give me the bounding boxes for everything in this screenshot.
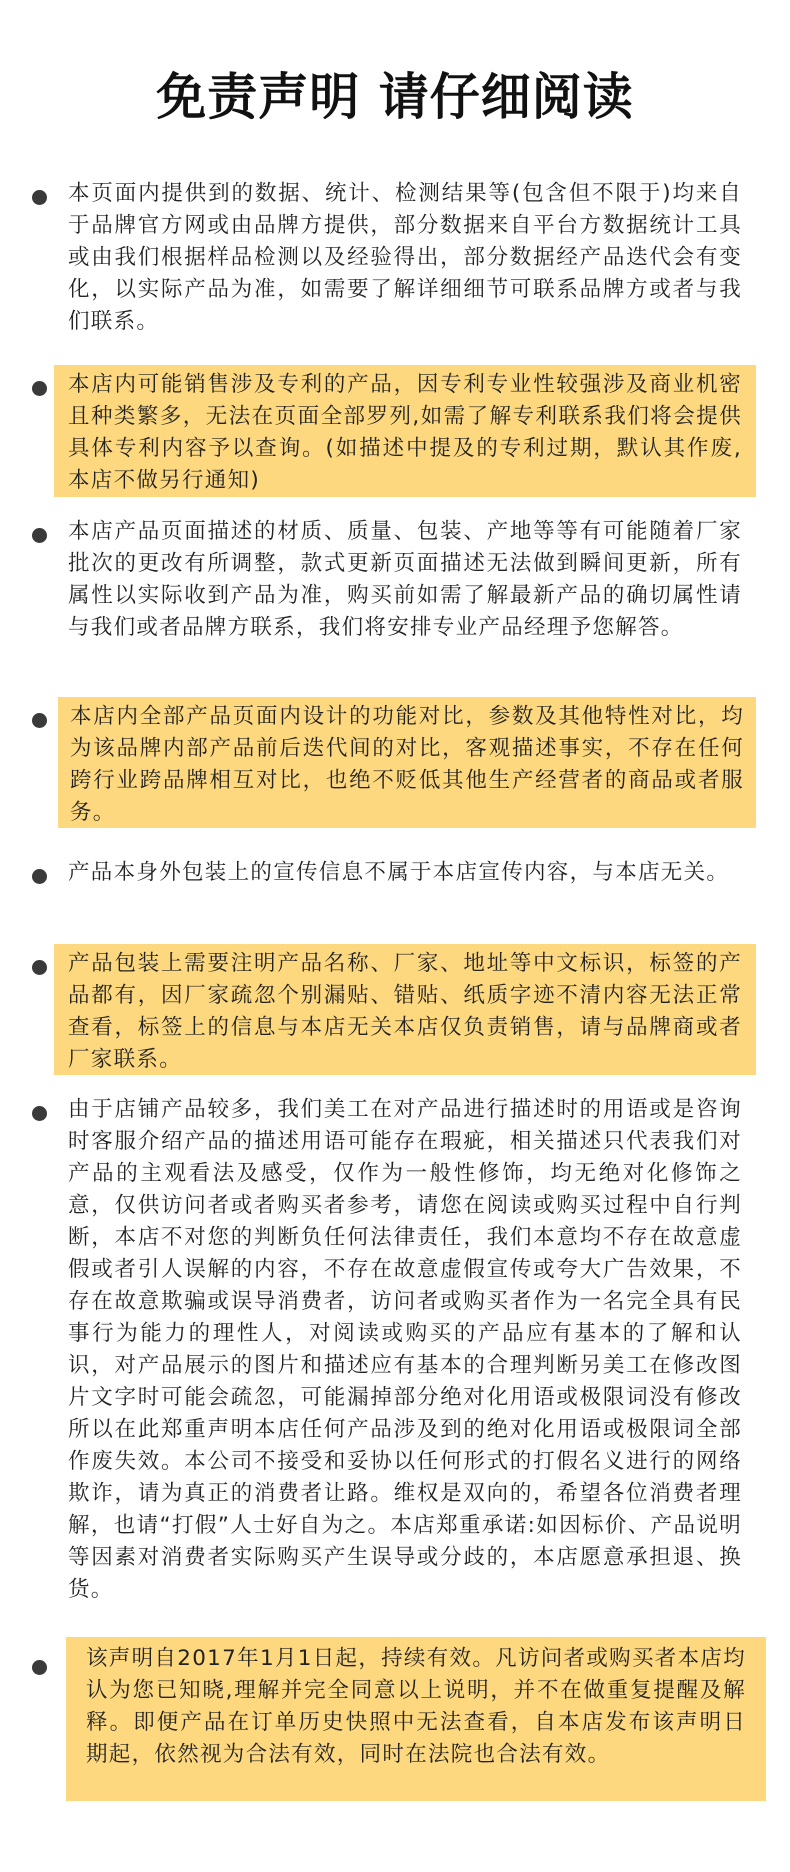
disclaimer-highlight-box	[66, 1637, 766, 1801]
disclaimer-text: 本店内全部产品页面内设计的功能对比，参数及其他特性对比，均为该品牌内部产品前后迭代间的对比，客观描述事实，不存在任何跨行业跨品牌相互对比，也绝不贬低其他生产经营者的商品或者服务。	[70, 704, 744, 825]
bullet-dot-icon	[32, 869, 47, 884]
disclaimer-text: 产品本身外包装上的宣传信息不属于本店宣传内容，与本店无关。	[68, 860, 730, 885]
disclaimer-text: 该声明自2017年1月1日起，持续有效。凡访问者或购买者本店均认为您已知晓,理解并完全同意以上说明，并不在做重复提醒及解释。即便产品在订单历史快照中无法查看，自本店发布该声明日期起，依然视为合法有效，同时在法院也合法有效。	[86, 1646, 746, 1767]
disclaimer-box	[54, 178, 756, 338]
bullet-dot-icon	[32, 381, 47, 396]
disclaimer-box	[54, 1094, 756, 1606]
disclaimer-text: 产品包装上需要注明产品名称、厂家、地址等中文标识，标签的产品都有，因厂家疏忽个别漏贴、错贴、纸质字迹不清内容无法正常查看，标签上的信息与本店无关本店仅负责销售，请与品牌商或者厂家联系。	[68, 951, 742, 1072]
disclaimer-box	[54, 516, 756, 644]
bullet-dot-icon	[32, 190, 47, 205]
disclaimer-text: 本页面内提供到的数据、统计、检测结果等(包含但不限于)均来自于品牌官方网或由品牌方提供，部分数据来自平台方数据统计工具或由我们根据样品检测以及经验得出，部分数据经产品迭代会有变化，以实际产品为准，如需要了解详细细节可联系品牌方或者与我们联系。	[68, 181, 742, 334]
disclaimer-text: 由于店铺产品较多，我们美工在对产品进行描述时的用语或是咨询时客服介绍产品的描述用语可能存在瑕疵，相关描述只代表我们对产品的主观看法及感受，仅作为一般性修饰，均无绝对化修饰之意，仅供访问者或者购买者参考，请您在阅读或购买过程中自行判断，本店不对您的判断负任何法律责任，我们本意均不存在故意虚假或者引人误解的内容，不存在故意虚假宣传或夸大广告效果，不存在故意欺骗或误导消费者，访问者或购买者作为一名完全具有民事行为能力的理性人，对阅读或购买的产品应有基本的了解和认识，对产品展示的图片和描述应有基本的合理判断另美工在修改图片文字时可能会疏忽，可能漏掉部分绝对化用语或极限词没有修改所以在此郑重声明本店任何产品涉及到的绝对化用语或极限词全部作废失效。本公司不接受和妥协以任何形式的打假名义进行的网络欺诈，请为真正的消费者让路。维权是双向的，希望各位消费者理解，也请“打假”人士好自为之。本店郑重承诺:如因标价、产品说明等因素对消费者实际购买产生误导或分歧的，本店愿意承担退、换货。	[68, 1097, 742, 1602]
disclaimer-text: 本店产品页面描述的材质、质量、包装、产地等等有可能随着厂家批次的更改有所调整，款式更新页面描述无法做到瞬间更新，所有属性以实际收到产品为准，购买前如需了解最新产品的确切属性请与我们或者品牌方联系，我们将安排专业产品经理予您解答。	[68, 519, 742, 640]
disclaimer-highlight-box	[54, 944, 756, 1075]
bullet-dot-icon	[32, 528, 47, 543]
bullet-dot-icon	[32, 960, 47, 975]
bullet-dot-icon	[32, 1660, 47, 1675]
page-title: 免责声明 请仔细阅读	[156, 68, 634, 126]
disclaimer-text: 本店内可能销售涉及专利的产品，因专利专业性较强涉及商业机密且种类繁多，无法在页面全部罗列,如需了解专利联系我们将会提供具体专利内容予以查询。(如描述中提及的专利过期，默认其作废,本店不做另行通知)	[68, 372, 742, 493]
disclaimer-highlight-box	[54, 365, 756, 497]
bullet-dot-icon	[32, 713, 47, 728]
bullet-dot-icon	[32, 1106, 47, 1121]
disclaimer-highlight-box	[58, 697, 756, 828]
disclaimer-box	[54, 857, 756, 889]
